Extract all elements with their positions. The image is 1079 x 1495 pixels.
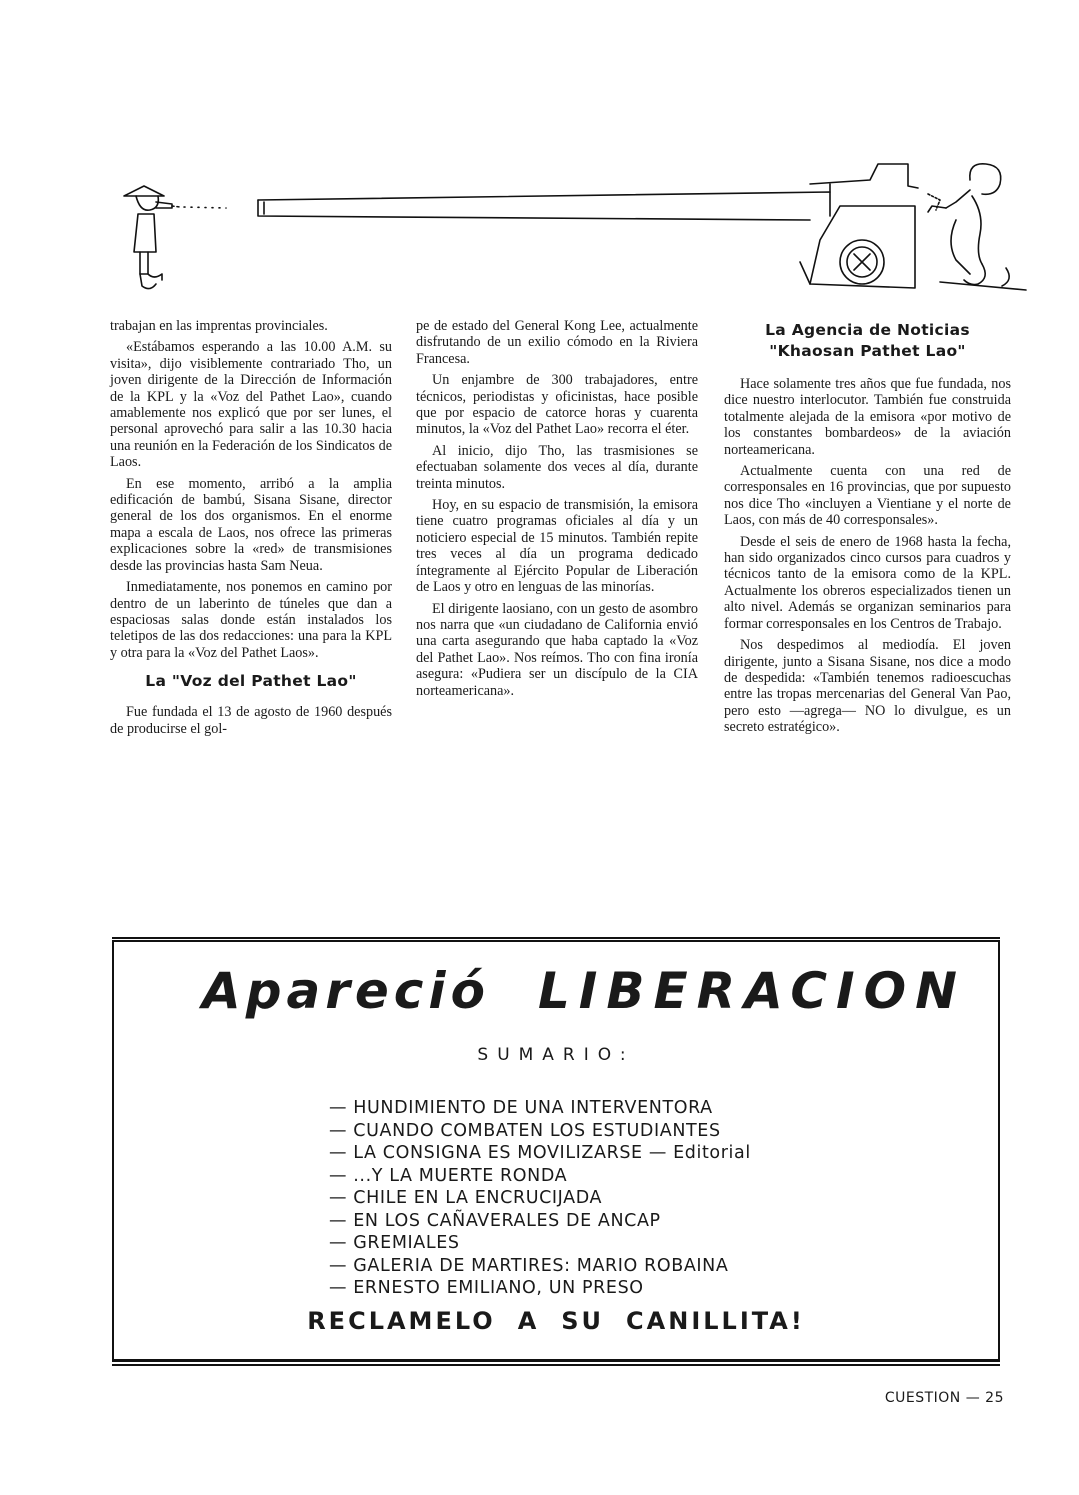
cta-word: CANILLITA! <box>626 1307 805 1335</box>
section-heading: La "Voz del Pathet Lao" <box>145 672 357 691</box>
paragraph: Al inicio, dijo Tho, las trasmisiones se efectuaban solamente dos veces al día, durante treinta minutos. <box>416 442 698 492</box>
list-item: — CUANDO COMBATEN LOS ESTUDIANTES <box>329 1120 751 1143</box>
paragraph: trabajan en las imprentas provinciales. <box>110 318 328 334</box>
paragraph: Desde el seis de enero de 1968 hasta la fecha, han sido organizados cinco cursos para cuadros y técnicos tanto de la emisora como de la KPL. Actualmente los obreros especializados tienen un alto nivel. Además se organizan seminarios para formar corresponsales en los Centros de Trabajo. <box>724 533 1011 632</box>
list-item: — HUNDIMIENTO DE UNA INTERVENTORA <box>329 1097 751 1120</box>
ad-call-to-action <box>114 1307 998 1335</box>
ad-contents-list <box>329 1097 751 1300</box>
list-item: — CHILE EN LA ENCRUCIJADA <box>329 1187 751 1210</box>
paragraph: pe de estado del General Kong Lee, actualmente disfrutando de un exilio cómodo en la Riviera Francesa. <box>416 318 698 367</box>
paragraph: El dirigente laosiano, con un gesto de asombro nos narra que «un ciudadano de California envió una carta asegurando que haba captado la «Voz del Pathet Lao». Nos reímos. Tho con fina ironía asegura: «Pudiera ser un discípulo de la CIA norteamericana». <box>416 600 698 699</box>
article-column-3 <box>724 318 1011 741</box>
list-item: — GREMIALES <box>329 1232 751 1255</box>
ad-sumario-heading: SUMARIO: <box>477 1045 635 1065</box>
paragraph: «Estábamos esperando a las 10.00 A.M. su visita», dijo visiblemente contrariado Tho, un joven dirigente de la Dirección de Información de la KPL y la «Voz del Pathet Lao», cuando amablemente nos explicó que por ser lunes, el personal aprovechó para salir a las 10.30 hacia una reunión en la Federación de los Sindicatos de Laos. <box>110 339 392 471</box>
paragraph: Hoy, en su espacio de transmisión, la emisora tiene cuatro programas oficiales al día y un noticiero especial de 15 minutos. También repite tres veces al día un programa dedicado íntegramente al Ejército Popular de Liberación de Laos y otro en lenguas de las minorías. <box>416 497 698 596</box>
article-column-2 <box>416 318 698 704</box>
paragraph: Hace solamente tres años que fue fundada, nos dice nuestro interlocutor. También fue construida totalmente alejada de la emisora «por motivo de los constantes bombardeos» de la aviación norteamericana. <box>724 376 1011 458</box>
paragraph: Un enjambre de 300 trabajadores, entre técnicos, periodistas y oficinistas, hace posible que por espacio de catorce horas y cuarenta minutos, la «Voz del Pathet Lao» recorra el éter. <box>416 372 698 438</box>
paragraph: Inmediatamente, nos ponemos en camino por dentro de un laberinto de túneles que dan a espaciosas salas donde están instalados los teletipos de las dos redacciones: una para la KPL y otra para la «Voz del Pathet Laos». <box>110 579 392 661</box>
list-item: — ...Y LA MUERTE RONDA <box>329 1165 751 1188</box>
paragraph: Fue fundada el 13 de agosto de 1960 después de producirse el gol- <box>110 704 392 737</box>
ad-rule-bottom <box>112 1364 1000 1366</box>
list-item: — GALERIA DE MARTIRES: MARIO ROBAINA <box>329 1255 751 1278</box>
ad-title-word-2: LIBERACION <box>537 962 966 1020</box>
list-item: — LA CONSIGNA ES MOVILIZARSE — Editorial <box>329 1142 751 1165</box>
section-heading: La Agencia de Noticias "Khaosan Pathet Lao" <box>765 321 970 360</box>
list-item: — ERNESTO EMILIANO, UN PRESO <box>329 1277 751 1300</box>
cta-word: RECLAMELO <box>307 1307 496 1335</box>
ad-title <box>202 962 966 1020</box>
page-footer: CUESTION — 25 <box>884 1390 1004 1406</box>
list-item: — EN LOS CAÑAVERALES DE ANCAP <box>329 1210 751 1233</box>
paragraph: Nos despedimos al mediodía. El joven dirigente, junto a Sisana Sisane, nos dice a modo de despedida: «También tenemos radioescuchas entre las tropas mercenarias del General Van Pao, pero esto —agrega— NO lo divulgue, es un secreto estratégico». <box>724 637 1011 736</box>
cta-word: A <box>517 1307 540 1335</box>
advertisement-box <box>112 940 1000 1362</box>
ad-rule-top <box>112 937 1000 939</box>
paragraph: Actualmente cuenta con una red de corresponsales en 16 provincias, que por supuesto nos dice Tho «incluyen a Vientiane y el norte de Laos, con más de 40 corresponsales». <box>724 463 1011 529</box>
paragraph: En ese momento, arribó a la amplia edificación de bambú, Sisana Sisane, director general de los dos organismos. En el enorme mapa a escala de Laos, nos ofrece las primeras explicaciones sobre la «red» de transmisiones desde las provincias hasta Sam Neua. <box>110 475 392 574</box>
cannon-illustration <box>110 150 1040 310</box>
article-column-1 <box>110 318 392 742</box>
cta-word: SU <box>561 1307 605 1335</box>
ad-title-word-1: Apareció <box>202 962 490 1020</box>
